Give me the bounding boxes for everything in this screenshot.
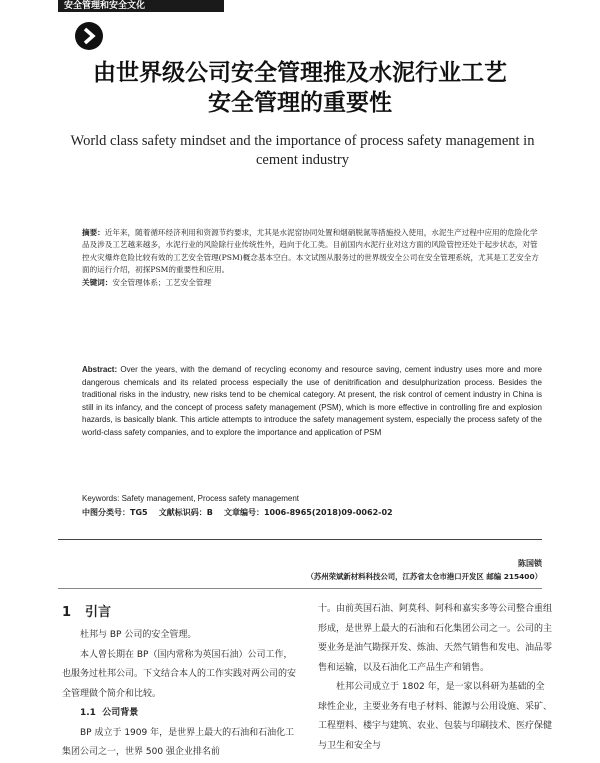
abstract-zh-label: 摘要： [82, 228, 105, 237]
doc-code-value: B [206, 508, 213, 517]
abstract-zh [82, 227, 542, 289]
keywords-en-label: Keywords: [82, 494, 120, 503]
author: 陈国锁 [518, 559, 542, 568]
abstract-en-label: Abstract: [82, 365, 118, 374]
doc-code-label: 文献标识码： [158, 508, 207, 517]
clc-value: TG5 [130, 508, 148, 517]
abstract-zh-text: 近年来，随着循环经济利用和资源节约要求，尤其是水泥窑协同处置和烟硝脱氮等措施投入使用，水泥生产过程中应用的危险化学品及涉及工艺越来越多，水泥行业的风险除行业传统性外，趋向于化工类。目前国内水泥行业对这方面的风险管控还处于起步状态，对管控火灾爆炸危险比较有效的工艺安全管理(PSM)概念基本空白。本文试图从服务过的世界级安全公司在安全管理系统，尤其是工艺安全方面的运行介绍，初探PSM的重要性和应用。 [82, 228, 539, 275]
arrow-right-circle-icon [74, 21, 104, 51]
abstract-en [82, 364, 542, 440]
article-no-value: 1006-8965(2018)09-0062-02 [263, 508, 393, 517]
section-heading [62, 600, 297, 626]
clc-label: 中图分类号： [82, 508, 130, 517]
paragraph: 本人曾长期在 BP（国内常称为英国石油）公司工作，也服务过杜邦公司。下文结合本人的工作实践对两公司的安全管理做个简介和比较。 [62, 649, 297, 699]
divider-top [58, 539, 542, 540]
keywords-zh-label: 关键词： [82, 277, 113, 287]
abstract-en-text: Over the years, with the demand of recycling economy and resource saving, cement industry uses more and more dangerous chemicals and its related process especially the use of denitrification and desulphurization process. Besides the traditional risks in the industry, new risks tend to be chemical category. At present, the risk control of cement industry in China is still in its infancy, and the concept of process safety management (PSM), which is more effective in controlling fire and explosion hazards, is basically blank. This article attempts to introduce the safety management system, especially the process safety of the world-class safety companies, and to explore the importance and application of PSM [82, 365, 542, 437]
title-en: World class safety mindset and the importance of process safety management in cement industry [70, 133, 535, 168]
section-header: 安全管理和安全文化 [58, 0, 224, 12]
paragraph: 十。由前英国石油、阿莫科、阿科和嘉实多等公司整合重组形成，是世界上最大的石油和石化集团公司之一。公司的主要业务是油气勘探开发、炼油、天然气销售和发电、油品零售和运输，以及石油化工产品生产和销售。 [318, 604, 553, 673]
body-column-right [318, 600, 553, 756]
section-number: 1 [62, 605, 72, 620]
affiliation: （苏州荣斌新材料科技公司，江苏省太仓市港口开发区 邮编 215400） [306, 572, 542, 581]
paragraph: 杜邦与 BP 公司的安全管理。 [80, 630, 197, 640]
keywords-zh-text: 安全管理体系；工艺安全管理 [112, 277, 212, 287]
title-zh-line2: 安全管理的重要性 [208, 90, 392, 116]
divider-bottom [58, 588, 542, 589]
paragraph: 杜邦公司成立于 1802 年，是一家以科研为基础的全球性企业，主要业务有电子材料、能源与公用设施、采矿、工程塑料、楼宇与建筑、农业、包装与印刷技术、医疗保健与卫生和安全与 [318, 682, 553, 751]
title-zh-line1: 由世界级公司安全管理推及水泥行业工艺 [93, 60, 507, 86]
subsection-heading [62, 704, 297, 724]
subsection-number: 1.1 [80, 708, 96, 718]
keywords-en [82, 493, 542, 505]
body-column-left [62, 600, 297, 763]
section-title: 引言 [85, 605, 112, 620]
subsection-title: 公司背景 [102, 708, 139, 718]
keywords-en-text: Safety management, Process safety management [121, 494, 300, 503]
classification-line [82, 507, 542, 519]
paragraph: BP 成立于 1909 年，是世界上最大的石油和石油化工集团公司之一，世界 500 强企业排名前 [62, 727, 295, 757]
article-no-label: 文章编号： [223, 508, 264, 517]
